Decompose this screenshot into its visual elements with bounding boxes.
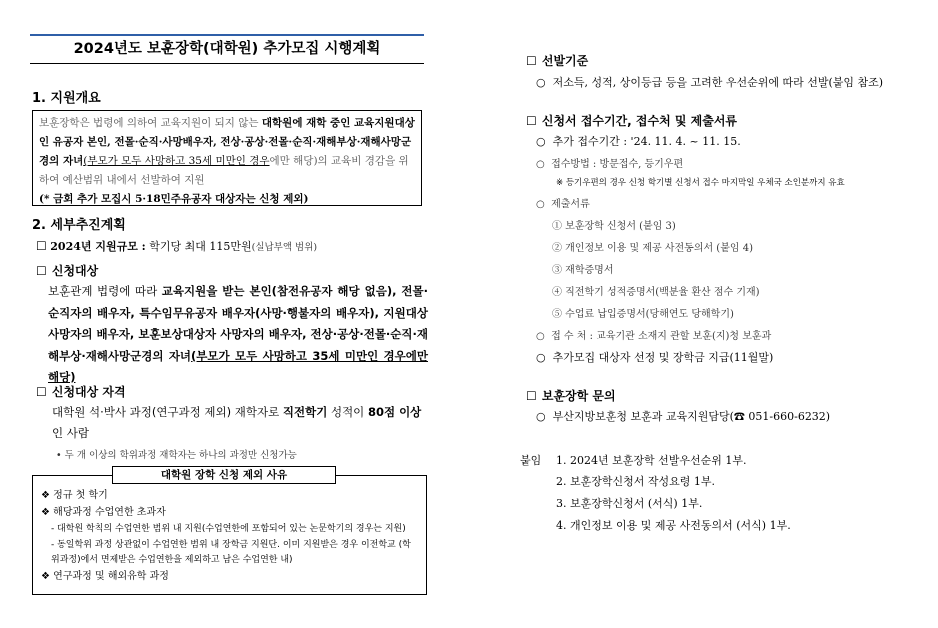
attach-item: 4. 개인정보 이용 및 제공 사전동의서 (서식) 1부. — [556, 519, 791, 532]
square-bullet-icon: ☐ — [36, 239, 47, 253]
page-title: 2024년도 보훈장학(대학원) 추가모집 시행계획 — [30, 34, 424, 64]
qual-heading: 신청대상 자격 — [51, 385, 126, 399]
period-heading: 신청서 접수기간, 접수처 및 제출서류 — [541, 114, 738, 128]
target-text-1: 보훈관계 법령에 따라 — [48, 284, 162, 298]
exclusion-title: 대학원 장학 신청 제외 사유 — [112, 466, 336, 484]
method-text: 접수방법 : 방문접수, 등기우편 — [551, 159, 684, 170]
sel-heading-line — [526, 50, 588, 69]
square-bullet-icon: ☐ — [526, 389, 537, 403]
office-text: 접 수 처 : 교육기관 소재지 관할 보훈(지)청 보훈과 — [551, 331, 772, 342]
qual-text-1: 대학원 석·박사 과정(연구과정 제외) 재학자로 — [52, 405, 283, 419]
docs-label-line: ○ 제출서류 — [536, 199, 590, 210]
square-bullet-icon: ☐ — [526, 54, 537, 68]
overview-box — [32, 110, 422, 206]
attach-item: 2. 보훈장학신청서 작성요령 1부. — [556, 475, 715, 488]
period-text: 추가 접수기간 : '24. 11. 4. ~ 11. 15. — [552, 135, 741, 148]
target-heading-line — [36, 260, 98, 279]
scale-label: 2024년 지원규모 : — [50, 240, 146, 253]
square-bullet-icon: ☐ — [526, 114, 537, 128]
square-bullet-icon: ☐ — [36, 385, 47, 399]
qual-text-2: 직전학기 — [282, 405, 328, 419]
qual-note: • 두 개 이상의 학위과정 재학자는 하나의 과정만 신청가능 — [56, 450, 297, 461]
target-text-2: 교육지원을 받는 본인(참전유공자 해당 없음), 전몰·순직자의 배우자, 특수임무유공자 배우자(사망·행불자의 배우자), 지원대상 사망자의 배우자, 보훈보상대상자 사망자의 배우자, 전상·공상·전몰·순직·재해부상·재해사망군경의 자녀 — [48, 284, 428, 363]
doc-item: ③ 재학증명서 — [552, 265, 614, 276]
contact-text: 부산지방보훈청 보훈과 교육지원담당(☎ 051-660-6232) — [552, 410, 831, 423]
sel-text: 저소득, 성적, 상이등급 등을 고려한 우선순위에 따라 선발(붙임 참조) — [552, 76, 884, 89]
section1-heading: 1. 지원개요 — [32, 91, 101, 106]
target-paragraph — [48, 281, 428, 389]
overview-text-4: 에만 해당)의 교육비 경감을 위하여 예산범위 내에서 선발하여 지원 — [39, 155, 409, 186]
sel-line: ○ 저소득, 성적, 상이등급 등을 고려한 우선순위에 따라 선발(붙임 참조) — [536, 76, 884, 89]
exclusion-item: ❖ 연구과정 및 해외유학 과정 — [41, 571, 169, 582]
exclusion-box — [32, 475, 427, 595]
attach-item: 1. 2024년 보훈장학 선발우선순위 1부. — [556, 454, 747, 467]
period-heading-line — [526, 110, 737, 129]
attach-item: 3. 보훈장학신청서 (서식) 1부. — [556, 497, 703, 510]
overview-text-1: 보훈장학은 법령에 의하여 교육지원이 되지 않는 — [39, 117, 262, 129]
qual-text-4: 80점 이상 — [367, 405, 422, 419]
qual-text-3: 성적이 — [327, 405, 368, 419]
exclusion-subitem: - 동일학위 과정 상관없이 수업연한 범위 내 장학금 지원단. 이미 지원받은 경우 이전학교 (학위과정)에서 면제받은 수업연한을 제외하고 남은 수업연한 내) — [51, 540, 411, 565]
sel-heading: 선발기준 — [541, 54, 589, 68]
pay-line: ○ 추가모집 대상자 선정 및 장학금 지급(11월말) — [536, 351, 774, 364]
target-text-3: (부모가 모두 사망하고 35세 미만인 경우에만 해당) — [48, 348, 428, 384]
exclusion-item: ❖ 해당과정 수업연한 초과자 — [41, 507, 166, 518]
qual-paragraph — [52, 402, 428, 444]
office-line: ○ 접 수 처 : 교육기관 소재지 관할 보훈(지)청 보훈과 — [536, 331, 772, 342]
qual-heading-line — [36, 381, 126, 400]
contact-heading-line — [526, 385, 616, 404]
section2-heading: 2. 세부추진계획 — [32, 218, 126, 233]
attach-label: 붙임 — [520, 454, 542, 467]
pay-text: 추가모집 대상자 선정 및 장학금 지급(11월말) — [552, 351, 774, 364]
doc-item: ① 보훈장학 신청서 (붙임 3) — [552, 221, 676, 232]
exclusion-text-0: 정규 첫 학기 — [53, 490, 108, 501]
exclusion-subitem: - 대학원 학칙의 수업연한 범위 내 지원(수업연한에 포함되어 있는 논문학기의 경우는 지원) — [51, 524, 406, 534]
scale-note: (실납부액 범위) — [251, 242, 318, 253]
scale-line — [36, 238, 317, 254]
method-line: ○ 접수방법 : 방문접수, 등기우편 — [536, 159, 684, 170]
period-line: ○ 추가 접수기간 : '24. 11. 4. ~ 11. 15. — [536, 135, 741, 148]
target-heading: 신청대상 — [51, 264, 99, 278]
exclusion-text-4: 연구과정 및 해외유학 과정 — [53, 571, 169, 582]
method-note: ※ 등기우편의 경우 신청 학기별 신청서 접수 마지막일 우체국 소인분까지 유효 — [556, 178, 845, 188]
overview-note: (* 금회 추가 모집시 5·18민주유공자 대상자는 신청 제외) — [39, 193, 309, 205]
exclusion-text-1: 해당과정 수업연한 초과자 — [53, 507, 166, 518]
contact-heading: 보훈장학 문의 — [541, 389, 616, 403]
doc-item: ② 개인정보 이용 및 제공 사전동의서 (붙임 4) — [552, 243, 753, 254]
overview-text-2: 대학원에 재학 중인 교육지원대상인 유공자 본인, 전몰·순직·사망배우자, 전상·공상·전몰·순직·재해부상·재해사망군경의 자녀 — [39, 117, 415, 167]
doc-item: ⑤ 수업료 납입증명서(당해연도 당해학기) — [552, 309, 734, 320]
exclusion-item: ❖ 정규 첫 학기 — [41, 490, 108, 501]
doc-item: ④ 직전학기 성적증명서(백분율 환산 점수 기재) — [552, 287, 760, 298]
contact-line: ○ 부산지방보훈청 보훈과 교육지원담당(☎ 051-660-6232) — [536, 410, 831, 423]
square-bullet-icon: ☐ — [36, 264, 47, 278]
scale-value: 학기당 최대 115만원 — [149, 240, 252, 253]
overview-text-3: (부모가 모두 사망하고 35세 미만인 경우 — [83, 155, 270, 167]
docs-label: 제출서류 — [551, 199, 590, 210]
qual-text-5: 인 사람 — [52, 426, 89, 440]
